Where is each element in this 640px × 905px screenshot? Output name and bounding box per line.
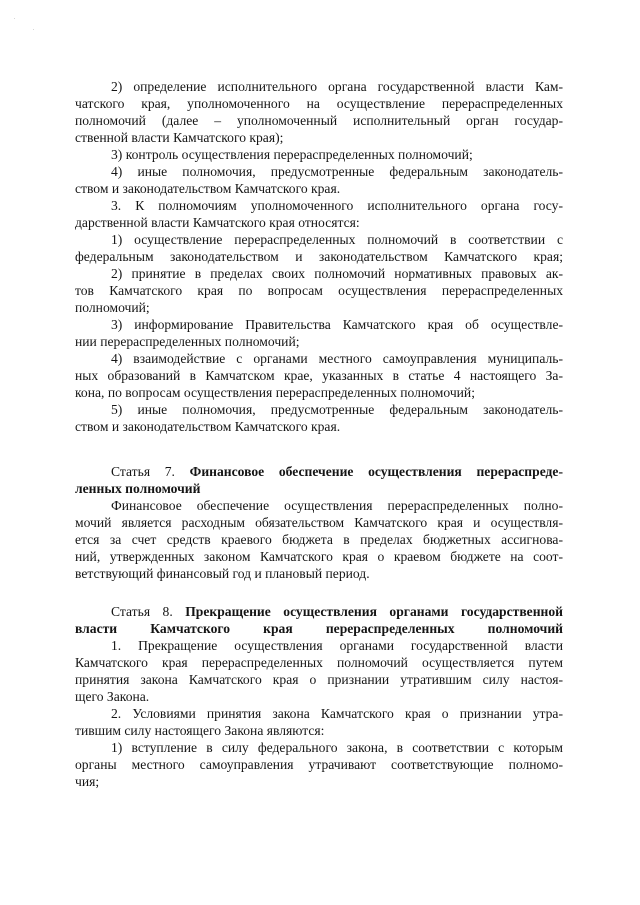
text-line: 1) осуществление перераспределенных полномочий в соответствии с — [111, 232, 563, 247]
text-line: ветствующий финансовый год и плановый период. — [75, 566, 370, 581]
text-line: ством и законодательством Камчатского края. — [75, 181, 341, 196]
text-line: 2) определение исполнительного органа государственной власти Кам- — [111, 79, 563, 94]
text-line: принятия закона Камчатского края о признании утратившим силу настоя- — [75, 672, 563, 687]
text-line: ственной власти Камчатского края); — [75, 130, 284, 145]
text-line: чатского края, уполномоченного на осуществление перераспределенных — [75, 96, 563, 111]
text-line: Финансовое обеспечение осуществления перераспределенных полно- — [111, 498, 563, 513]
text-line: чия; — [75, 774, 100, 789]
text-line: щего Закона. — [75, 689, 150, 704]
text-line: Камчатского края перераспределенных полномочий осуществляется путем — [75, 655, 563, 670]
text-line: федеральным законодательством и законодательством Камчатского края; — [75, 249, 563, 264]
text-line: 3) контроль осуществления перераспределенных полномочий; — [111, 147, 473, 162]
text-line: 3. К полномочиям уполномоченного исполнительного органа госу- — [111, 198, 563, 213]
text-line: нии перераспределенных полномочий; — [75, 334, 300, 349]
text-line: 1) вступление в силу федерального закона, в соответствии с которым — [111, 740, 563, 755]
text-line: мочий является расходным обязательством Камчатского края и осуществля- — [75, 515, 563, 530]
article-7-title: Финансовое обеспечение осуществления перераспреде- — [189, 464, 563, 479]
text-line: 1. Прекращение осуществления органами государственной власти — [111, 638, 563, 653]
article-8-title-cont: власти Камчатского края перераспределенных полномочий — [75, 621, 563, 636]
scan-speck — [14, 18, 15, 19]
text-line: тов Камчатского края по вопросам осуществления перераспределенных — [75, 283, 563, 298]
article-8-title: Прекращение осуществления органами государственной — [185, 604, 563, 619]
text-line: 5) иные полномочия, предусмотренные федеральным законодатель- — [111, 402, 563, 417]
text-line: 3) информирование Правительства Камчатского края об осуществле- — [111, 317, 563, 332]
text-line: 4) взаимодействие с органами местного самоуправления муниципаль- — [111, 351, 563, 366]
text-line: ний, утвержденных законом Камчатского края о краевом бюджете на соот- — [75, 549, 563, 564]
text-line: кона, по вопросам осуществления перераспределенных полномочий; — [75, 385, 475, 400]
text-line: ных образований в Камчатском крае, указанных в статье 4 настоящего За- — [75, 368, 563, 383]
text-line: 2) принятие в пределах своих полномочий нормативных правовых ак- — [111, 266, 563, 281]
text-line: 2. Условиями принятия закона Камчатского края о признании утра- — [111, 706, 563, 721]
text-line: ется за счет средств краевого бюджета в пределах бюджетных ассигнова- — [75, 532, 563, 547]
scan-speck — [33, 29, 34, 30]
text-line: 4) иные полномочия, предусмотренные федеральным законодатель- — [111, 164, 563, 179]
text-line: полномочий (далее – уполномоченный исполнительный орган государ- — [75, 113, 563, 128]
text-line: органы местного самоуправления утрачивают соответствующие полномо- — [75, 757, 563, 772]
article-7-title-cont: ленных полномочий — [75, 481, 201, 496]
article-8-heading — [111, 603, 563, 620]
text-line: тившим силу настоящего Закона являются: — [75, 723, 325, 738]
text-line: ством и законодательством Камчатского края. — [75, 419, 341, 434]
article-8-label: Статья 8. — [111, 604, 173, 619]
text-line: полномочий; — [75, 300, 150, 315]
article-7-heading — [111, 463, 563, 480]
article-7-label: Статья 7. — [111, 464, 175, 479]
text-line: дарственной власти Камчатского края относятся: — [75, 215, 360, 230]
